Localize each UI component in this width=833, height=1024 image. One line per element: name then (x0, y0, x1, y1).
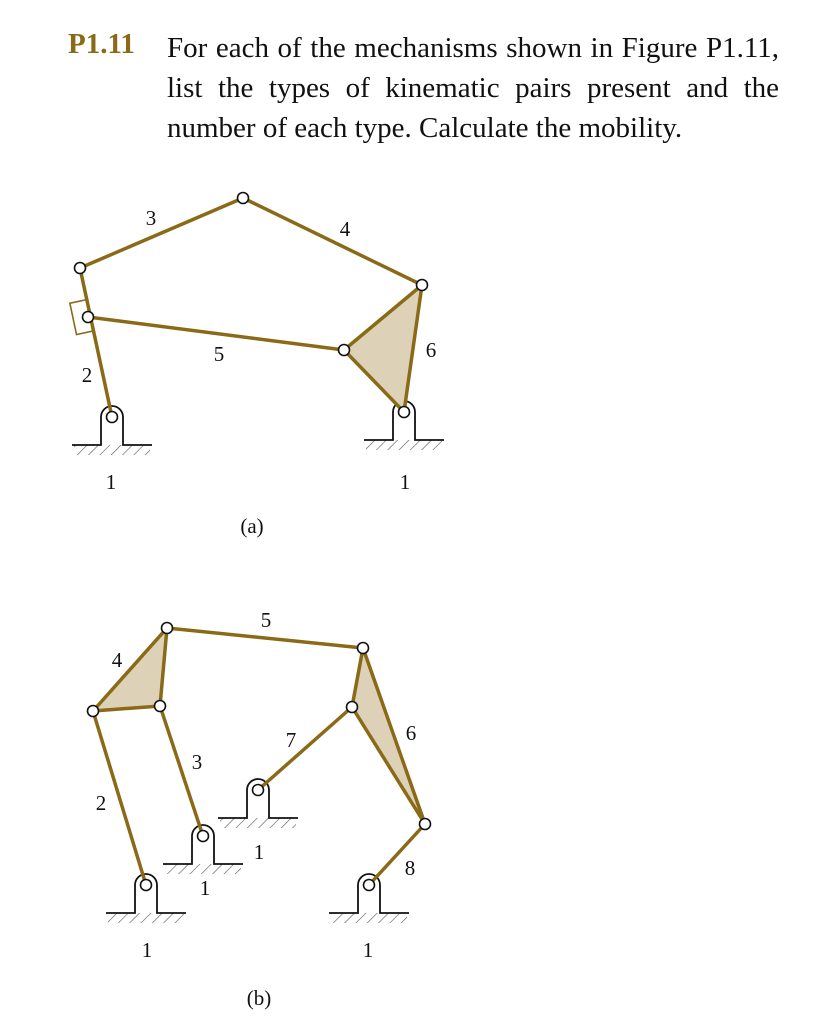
revolute-joint (162, 623, 173, 634)
revolute-joint (399, 407, 410, 418)
figure-caption-b: (b) (246, 986, 272, 1010)
revolute-joint (347, 702, 358, 713)
link-label-6: 6 (405, 721, 417, 745)
link-8 (369, 824, 425, 885)
revolute-joint (420, 819, 431, 830)
ground-label-1: 1 (105, 470, 117, 494)
ground-label-1: 1 (199, 876, 211, 900)
revolute-joint (155, 701, 166, 712)
link-label-4: 4 (339, 217, 351, 241)
revolute-joint (417, 280, 428, 291)
figure-a (70, 198, 436, 538)
ground-label-1: 1 (253, 840, 265, 864)
link-label-8: 8 (404, 856, 416, 880)
problem-line: list the types of kinematic pairs present and the (167, 72, 779, 104)
revolute-joint (88, 706, 99, 717)
revolute-joint (198, 831, 209, 842)
link-4 (243, 198, 422, 285)
link-6-plate (344, 285, 422, 412)
revolute-joint (75, 263, 86, 274)
problem-number: P1.11 (68, 28, 135, 60)
revolute-joint (238, 193, 249, 204)
revolute-joint (141, 880, 152, 891)
link-label-5: 5 (213, 342, 225, 366)
link-label-5: 5 (260, 608, 272, 632)
figure-b (93, 608, 425, 1010)
ground-hatch (220, 818, 296, 828)
ground-hatch (74, 445, 150, 455)
revolute-joint (339, 345, 350, 356)
figure-caption-a: (a) (240, 514, 264, 538)
ground-hatch (108, 913, 184, 923)
problem-line: For each of the mechanisms shown in Figure P1.11, (167, 32, 779, 64)
link-4-plate (93, 628, 167, 711)
link-label-2: 2 (81, 363, 93, 387)
link-label-2: 2 (95, 791, 107, 815)
revolute-joint (83, 312, 94, 323)
link-label-3: 3 (191, 750, 203, 774)
link-label-6: 6 (425, 338, 437, 362)
joints (75, 193, 431, 891)
link-2 (80, 268, 112, 417)
link-label-4: 4 (111, 648, 123, 672)
link-label-3: 3 (145, 206, 157, 230)
revolute-joint (107, 412, 118, 423)
revolute-joint (364, 880, 375, 891)
ground-label-1: 1 (362, 938, 374, 962)
revolute-joint (358, 643, 369, 654)
ground-label-1: 1 (399, 470, 411, 494)
ground-hatch (331, 913, 407, 923)
link-label-7: 7 (285, 728, 297, 752)
ground-label-1: 1 (141, 938, 153, 962)
ground-hatch (366, 440, 442, 450)
revolute-joint (253, 785, 264, 796)
problem-line: number of each type. Calculate the mobility. (167, 112, 683, 144)
link-7 (258, 707, 352, 790)
link-3 (80, 198, 243, 268)
ground-hatch (165, 864, 241, 874)
